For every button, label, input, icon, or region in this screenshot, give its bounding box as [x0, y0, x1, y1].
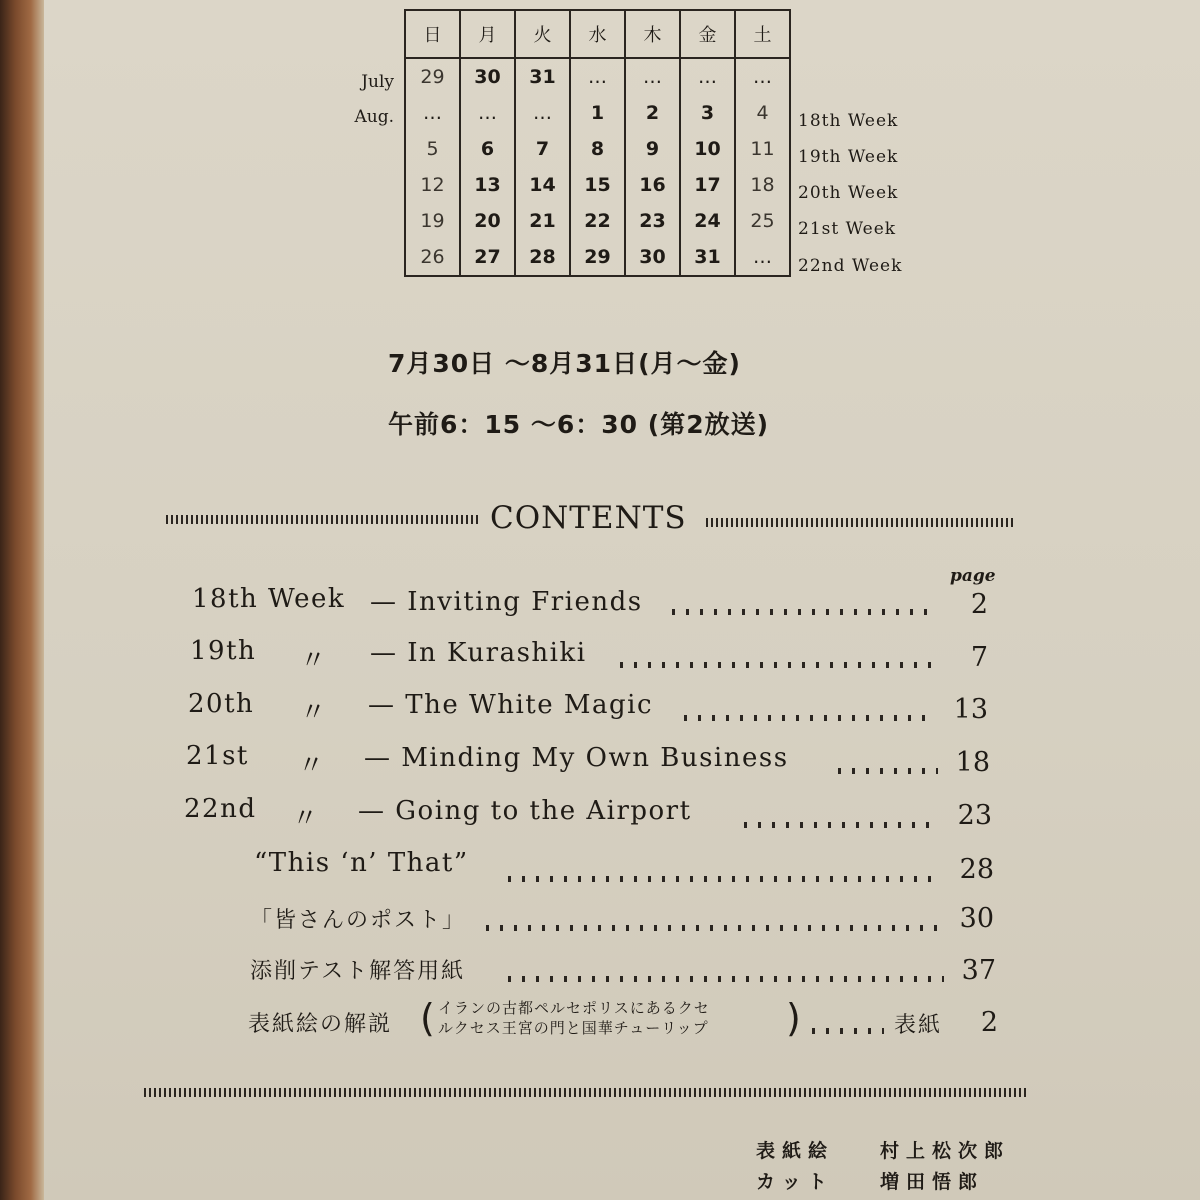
toc-title: — Going to the Airport: [358, 796, 692, 826]
toc-week: 20th: [188, 689, 255, 719]
week-label: 20th Week: [798, 183, 899, 203]
calendar-cell: 5: [405, 131, 460, 167]
cover-note-line: ルクセス王宮の門と国華チューリップ: [438, 1019, 709, 1037]
calendar-cell: 31: [680, 239, 735, 276]
broadcast-dates: 7月30日 ～8月31日(月～金): [388, 349, 741, 378]
toc-page-number: 2: [970, 589, 988, 620]
calendar-cell: 21: [515, 203, 570, 239]
leader-dots: [838, 768, 938, 774]
calendar-cell: 17: [680, 167, 735, 203]
broadcast-time: 午前6：15 ～6：30 (第2放送): [388, 410, 770, 439]
toc-extra-title: “This ‘n’ That”: [254, 848, 469, 878]
calendar-cell: …: [735, 58, 790, 95]
credit-name: 村上松次郎: [880, 1140, 1011, 1162]
toc-week: 19th: [190, 636, 257, 666]
ditto-mark: 〃: [292, 804, 320, 834]
calendar-cell: 7: [515, 131, 570, 167]
calendar-cell: 3: [680, 95, 735, 131]
calendar-row: [405, 239, 790, 276]
week-label: 18th Week: [798, 111, 899, 131]
calendar-row: [405, 58, 790, 95]
calendar-cell: 9: [625, 131, 680, 167]
week-label: 21st Week: [798, 219, 897, 239]
calendar-cell: 26: [405, 239, 460, 276]
calendar-cell: 12: [405, 167, 460, 203]
contents-rule-right: [706, 518, 1014, 527]
calendar-cell: 27: [460, 239, 515, 276]
leader-dots: [508, 976, 944, 982]
ditto-mark: 〃: [300, 646, 328, 676]
book-spine: [0, 0, 44, 1200]
toc-page-number: 7: [970, 642, 988, 673]
calendar-cell: 28: [515, 239, 570, 276]
month-label-aug: Aug.: [354, 107, 394, 127]
calendar-cell: …: [460, 95, 515, 131]
calendar-cell: …: [625, 58, 680, 95]
calendar-cell: 31: [515, 58, 570, 95]
calendar-row: [405, 203, 790, 239]
calendar-cell: 10: [680, 131, 735, 167]
calendar-cell: 2: [625, 95, 680, 131]
toc-extra-title: 表紙絵の解説: [248, 1012, 393, 1037]
bottom-rule: [144, 1088, 1028, 1097]
calendar-cell: 24: [680, 203, 735, 239]
ditto-mark: 〃: [300, 698, 328, 728]
calendar-cell: 4: [735, 95, 790, 131]
leader-dots: [812, 1028, 884, 1034]
calendar-cell: 29: [405, 58, 460, 95]
calendar-weekday-row: [405, 10, 790, 58]
weekday-sun: 日: [405, 10, 460, 58]
calendar-row: [405, 167, 790, 203]
calendar-cell: 16: [625, 167, 680, 203]
toc-week: 22nd: [184, 794, 257, 824]
calendar-cell: 11: [735, 131, 790, 167]
calendar-cell: 29: [570, 239, 625, 276]
toc-week: 18th Week: [192, 584, 346, 614]
toc-page-prefix: 表紙: [894, 1013, 943, 1038]
page-column-label: page: [950, 566, 996, 586]
calendar-cell: …: [680, 58, 735, 95]
toc-page-number: 23: [957, 800, 992, 831]
week-label: 22nd Week: [798, 256, 903, 276]
weekday-wed: 水: [570, 10, 625, 58]
weekday-fri: 金: [680, 10, 735, 58]
weekday-thu: 木: [625, 10, 680, 58]
calendar-cell: 19: [405, 203, 460, 239]
toc-week: 21st: [186, 741, 249, 771]
calendar-cell: 22: [570, 203, 625, 239]
note-paren-close: ): [786, 996, 801, 1040]
toc-page-number: 37: [961, 955, 996, 986]
month-label-july: July: [361, 72, 394, 92]
toc-title: — Inviting Friends: [370, 587, 643, 617]
week-label: 19th Week: [798, 147, 899, 167]
calendar-cell: …: [405, 95, 460, 131]
weekday-sat: 土: [735, 10, 790, 58]
calendar-cell: 13: [460, 167, 515, 203]
calendar-cell: 30: [460, 58, 515, 95]
ditto-mark: 〃: [298, 751, 326, 781]
calendar-cell: 1: [570, 95, 625, 131]
leader-dots: [620, 662, 936, 668]
calendar-cell: 14: [515, 167, 570, 203]
leader-dots: [508, 876, 940, 882]
calendar-cell: 18: [735, 167, 790, 203]
calendar-cell: …: [570, 58, 625, 95]
toc-title: — In Kurashiki: [370, 638, 587, 668]
weekday-tue: 火: [515, 10, 570, 58]
contents-rule-left: [166, 515, 480, 524]
leader-dots: [672, 609, 936, 615]
weekday-mon: 月: [460, 10, 515, 58]
contents-title: CONTENTS: [490, 500, 687, 536]
calendar-cell: …: [515, 95, 570, 131]
toc-page-number: 30: [959, 903, 994, 934]
credit-role: カット: [756, 1171, 834, 1193]
calendar-cell: 23: [625, 203, 680, 239]
calendar-cell: 6: [460, 131, 515, 167]
toc-page-number: 28: [959, 854, 994, 885]
toc-title: — The White Magic: [368, 690, 654, 720]
calendar-cell: 15: [570, 167, 625, 203]
calendar-cell: 8: [570, 131, 625, 167]
toc-page-number: 18: [955, 747, 990, 778]
calendar-cell: 20: [460, 203, 515, 239]
leader-dots: [684, 715, 936, 721]
credit-role: 表紙絵: [756, 1140, 835, 1162]
note-paren-open: (: [420, 996, 435, 1040]
cover-note-line: イランの古都ペルセポリスにあるクセ: [438, 999, 710, 1017]
cover-note: [438, 998, 710, 1038]
toc-page-number: 2: [980, 1007, 998, 1038]
credit-name: 増田悟郎: [880, 1171, 985, 1193]
calendar-cell: …: [735, 239, 790, 276]
calendar-table: [404, 9, 791, 277]
calendar-cell: 30: [625, 239, 680, 276]
leader-dots: [486, 925, 940, 931]
calendar-row: [405, 131, 790, 167]
toc-extra-title: 添削テスト解答用紙: [250, 959, 466, 984]
calendar-cell: 25: [735, 203, 790, 239]
toc-title: — Minding My Own Business: [364, 743, 789, 773]
toc-extra-title: 「皆さんのポスト」: [250, 908, 467, 933]
calendar-row: [405, 95, 790, 131]
leader-dots: [744, 822, 940, 828]
toc-page-number: 13: [953, 694, 988, 725]
